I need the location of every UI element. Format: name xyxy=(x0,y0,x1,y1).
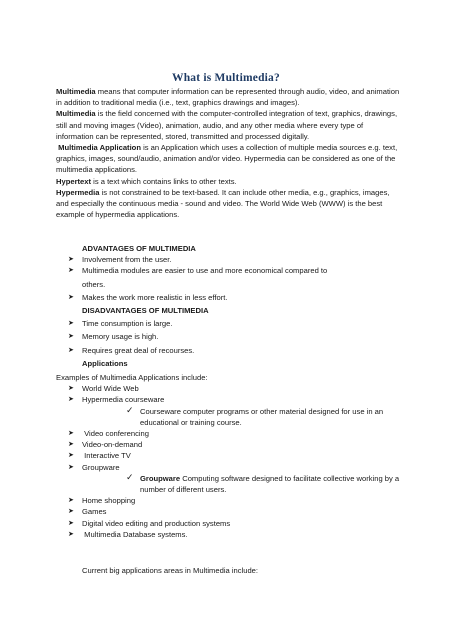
sub-item-text: educational or training course. xyxy=(140,417,242,427)
term-bold: Multimedia xyxy=(56,109,96,119)
list-item xyxy=(56,318,406,329)
list-item xyxy=(56,394,406,405)
sub-list-item-continuation xyxy=(56,417,406,428)
paragraph-text: is a text which contains links to other texts. xyxy=(91,176,237,186)
arrow-bullet-icon: ➤ xyxy=(68,267,74,275)
list-item xyxy=(56,383,406,394)
list-item-text: Video conferencing xyxy=(84,429,150,439)
pros-cons-section xyxy=(56,243,406,369)
arrow-bullet-icon: ➤ xyxy=(68,333,74,341)
sub-list-item-continuation xyxy=(56,484,406,495)
arrow-bullet-icon: ➤ xyxy=(68,256,74,264)
sub-item-text: Courseware computer programs or other material designed for use in an xyxy=(140,406,384,416)
applications-section xyxy=(56,372,406,540)
arrow-bullet-icon: ➤ xyxy=(68,441,74,449)
list-item xyxy=(56,265,406,276)
arrow-bullet-icon: ➤ xyxy=(68,396,74,404)
list-item-continuation xyxy=(56,279,406,290)
list-item-text: Makes the work more realistic in less effort. xyxy=(82,292,228,302)
list-item-text: Interactive TV xyxy=(84,451,131,461)
list-item xyxy=(56,529,406,540)
list-item xyxy=(56,254,406,265)
paragraph-text: is the field concerned with the computer-controlled integration of text, graphics, drawings, still and moving images (Video), animation, audio, and any other media where every type of information can be represented, stored, transmitted and processed digitally. xyxy=(56,109,398,141)
list-item-text: Games xyxy=(82,507,107,517)
term-bold: Multimedia xyxy=(56,87,96,96)
arrow-bullet-icon: ➤ xyxy=(68,346,74,354)
list-item-text: Multimedia modules are easier to use and more economical compared to xyxy=(82,266,328,276)
paragraph-text: is not constrained to be text-based. It can include other media, e.g., graphics, images, and especially the continuous media - sound and video. The World Wide Web (WWW) is the best example of hypermedia applications. xyxy=(56,187,390,220)
list-item-text: Video-on-demand xyxy=(82,440,143,450)
applications-heading: Applications xyxy=(82,358,128,368)
arrow-bullet-icon: ➤ xyxy=(68,519,74,527)
list-item-text: Hypermedia courseware xyxy=(82,395,165,405)
footer-section xyxy=(82,565,432,576)
sub-list-item xyxy=(56,473,406,484)
arrow-bullet-icon: ➤ xyxy=(68,430,74,438)
term-bold: Groupware xyxy=(140,473,181,483)
term-bold: Multimedia Application xyxy=(58,143,141,153)
list-item xyxy=(56,462,406,473)
sub-item-text: Computing software designed to facilitate collective working by a xyxy=(180,473,400,483)
paragraph-text: is an Application which uses a collection of multiple media sources e.g. text, graphics, images, sound/audio, animation and/or video. Hypermedia can be considered as one of the multimedia applications. xyxy=(56,143,398,175)
checkmark-icon: ✓ xyxy=(126,471,134,482)
paragraph-multimedia-application xyxy=(56,142,401,176)
term-bold: Hypertext xyxy=(56,176,92,186)
checkmark-icon: ✓ xyxy=(126,404,134,415)
list-item xyxy=(56,495,406,506)
list-item xyxy=(56,439,406,450)
list-item xyxy=(56,428,406,439)
list-item-text: Involvement from the user. xyxy=(82,255,172,265)
term-bold: Hypermedia xyxy=(56,187,100,197)
sub-list-item xyxy=(56,406,406,417)
page-title: What is Multimedia? xyxy=(172,72,280,84)
list-item xyxy=(56,450,406,461)
arrow-bullet-icon: ➤ xyxy=(68,320,74,328)
list-item xyxy=(56,331,406,342)
list-item xyxy=(56,292,406,303)
list-item-text: Memory usage is high. xyxy=(82,332,159,342)
list-item-text: Home shopping xyxy=(82,496,136,506)
arrow-bullet-icon: ➤ xyxy=(68,497,74,505)
list-item xyxy=(56,518,406,529)
list-item-text: World Wide Web xyxy=(82,384,139,394)
applications-intro: Examples of Multimedia Applications include: xyxy=(56,373,208,382)
list-item-text: Requires great deal of recourses. xyxy=(82,345,195,355)
paragraph-multimedia-definition xyxy=(56,86,401,108)
arrow-bullet-icon: ➤ xyxy=(68,530,74,538)
disadvantages-heading: DISADVANTAGES OF MULTIMEDIA xyxy=(82,306,209,316)
intro-text xyxy=(56,86,401,220)
list-item-text: Groupware xyxy=(82,462,120,472)
paragraph-hypertext xyxy=(56,176,401,187)
arrow-bullet-icon: ➤ xyxy=(68,293,74,301)
list-item-text: Multimedia Database systems. xyxy=(84,529,188,539)
arrow-bullet-icon: ➤ xyxy=(68,463,74,471)
advantages-heading: ADVANTAGES OF MULTIMEDIA xyxy=(82,244,196,253)
footer-text: Current big applications areas in Multimedia include: xyxy=(82,566,259,575)
list-item-text: others. xyxy=(82,279,106,289)
arrow-bullet-icon: ➤ xyxy=(68,452,74,460)
list-item xyxy=(56,506,406,517)
list-item-text: Time consumption is large. xyxy=(82,319,173,329)
list-item-text: Digital video editing and production systems xyxy=(82,518,231,528)
list-item xyxy=(56,345,406,356)
sub-item-text: number of different users. xyxy=(140,485,227,495)
paragraph-multimedia-field xyxy=(56,108,401,142)
paragraph-text: means that computer information can be represented through audio, video, and animation in addition to traditional media (i.e., text, graphics drawings and images). xyxy=(56,87,400,108)
arrow-bullet-icon: ➤ xyxy=(68,385,74,393)
paragraph-hypermedia xyxy=(56,187,401,221)
arrow-bullet-icon: ➤ xyxy=(68,508,74,516)
